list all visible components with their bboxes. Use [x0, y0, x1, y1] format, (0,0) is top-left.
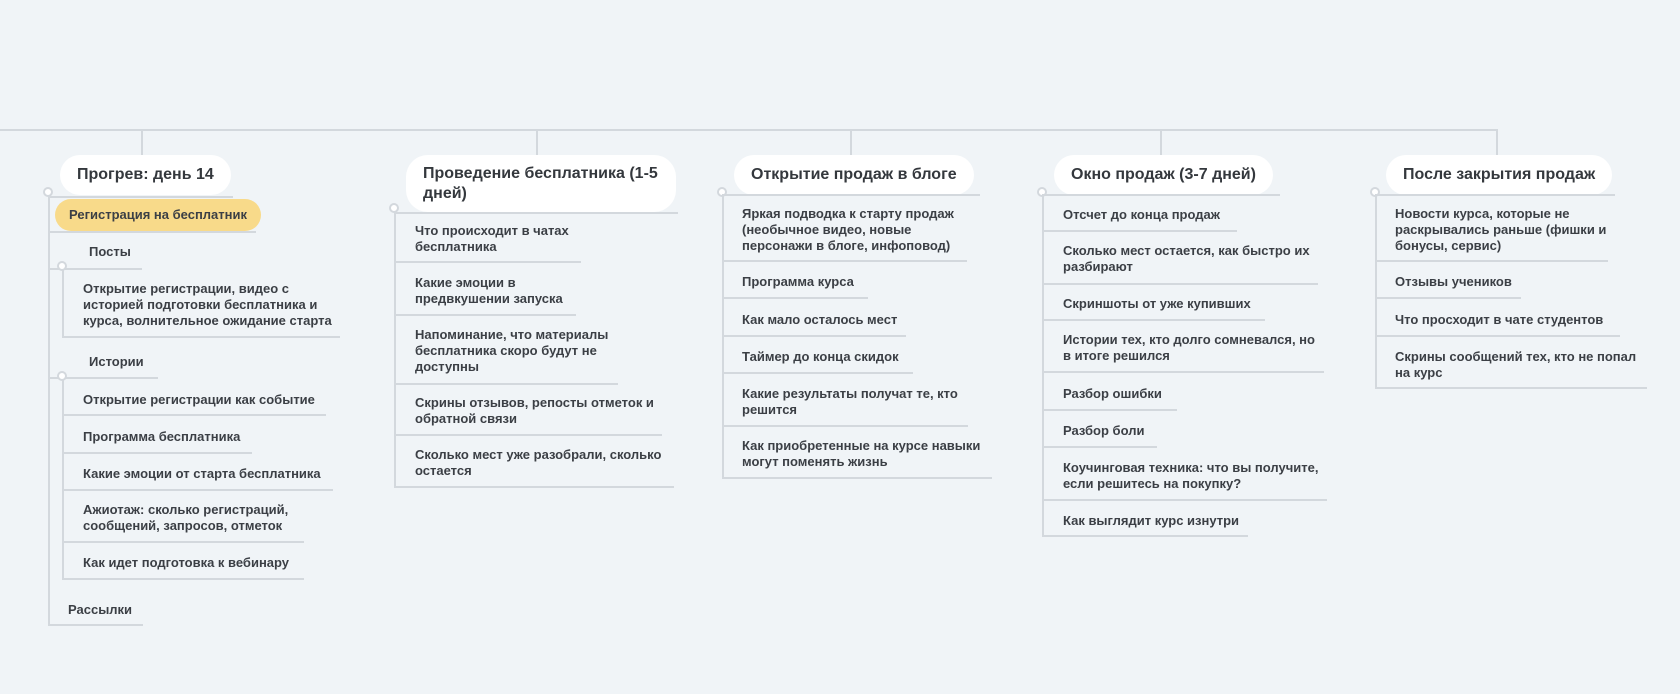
node-underline	[62, 489, 333, 491]
col4-trunk	[1042, 193, 1044, 537]
node-window-inside[interactable]: Как выглядит курс изнутри	[1063, 513, 1240, 528]
col5-trunk	[1375, 193, 1377, 389]
node-sales-program[interactable]: Программа курса	[742, 274, 854, 289]
node-underline	[1042, 499, 1327, 501]
node-underline	[722, 335, 906, 337]
connector-col2	[536, 129, 538, 156]
node-sales-teaser[interactable]: Яркая подводка к старту продаж (необычное видео, новые персонажи в блоге, инфоповод)	[742, 206, 954, 253]
node-underline	[48, 231, 256, 233]
node-underline	[722, 260, 967, 262]
node-underline	[1375, 387, 1647, 389]
node-underline	[1375, 335, 1620, 337]
node-after-reviews[interactable]: Отзывы учеников	[1395, 274, 1512, 289]
node-after-news[interactable]: Новости курса, которые не раскрывались раньше (фишки и бонусы, сервис)	[1395, 206, 1607, 253]
node-underline	[1042, 446, 1157, 448]
node-sales-results[interactable]: Какие результаты получат те, кто решится	[742, 386, 958, 417]
node-window-seats-left[interactable]: Сколько мест остается, как быстро их разбирают	[1063, 243, 1310, 274]
node-stories[interactable]: Истории	[89, 354, 144, 369]
node-underline	[48, 624, 143, 626]
node-window-coaching[interactable]: Коучинговая техника: что вы получите, если решитесь на покупку?	[1063, 460, 1319, 491]
topic-sales-open[interactable]: Открытие продаж в блоге	[734, 155, 974, 195]
topic-after-close[interactable]: После закрытия продаж	[1386, 155, 1612, 195]
connector-col1	[141, 129, 143, 156]
node-after-missed[interactable]: Скрины сообщений тех, кто не попал на курс	[1395, 349, 1637, 380]
col4-title-underline	[1042, 194, 1280, 196]
node-stories-emotions[interactable]: Какие эмоции от старта бесплатника	[83, 466, 321, 481]
col1-title-underline	[48, 196, 233, 198]
col3-title-underline	[722, 194, 980, 196]
node-posts-reg-video[interactable]: Открытие регистрации, видео с историей подготовки бесплатника и курса, волнительное ожидание старта	[83, 281, 332, 328]
node-window-pain[interactable]: Разбор боли	[1063, 423, 1145, 438]
node-underline	[394, 383, 618, 385]
node-mailings[interactable]: Рассылки	[68, 602, 133, 617]
posts-trunk	[62, 268, 64, 338]
node-posts[interactable]: Посты	[89, 244, 131, 259]
node-underline	[722, 297, 868, 299]
node-sales-few-seats[interactable]: Как мало осталось мест	[742, 312, 898, 327]
col5-title-underline	[1375, 194, 1615, 196]
col1-trunk	[48, 192, 50, 625]
stories-collapse-handle[interactable]	[57, 371, 67, 381]
node-window-screenshots[interactable]: Скриншоты от уже купивших	[1063, 296, 1251, 311]
node-sales-skills[interactable]: Как приобретенные на курсе навыки могут поменять жизнь	[742, 438, 981, 469]
node-underline	[1042, 230, 1237, 232]
node-webinar-seats[interactable]: Сколько мест уже разобрали, сколько остается	[415, 447, 662, 478]
node-underline	[62, 541, 304, 543]
node-registration[interactable]: Регистрация на бесплатник	[55, 199, 261, 231]
node-window-mistake[interactable]: Разбор ошибки	[1063, 386, 1162, 401]
node-underline	[62, 414, 326, 416]
node-underline	[394, 486, 674, 488]
node-underline	[394, 261, 581, 263]
node-underline	[394, 314, 576, 316]
node-underline	[62, 336, 340, 338]
node-stories-event[interactable]: Открытие регистрации как событие	[83, 392, 315, 407]
node-underline	[1042, 319, 1265, 321]
node-underline	[62, 452, 252, 454]
node-stories-webinar-prep[interactable]: Как идет подготовка к вебинару	[83, 555, 290, 570]
posts-collapse-handle[interactable]	[57, 261, 67, 271]
node-underline	[722, 372, 913, 374]
node-stories-program[interactable]: Программа бесплатника	[83, 429, 241, 444]
stories-trunk	[62, 377, 64, 580]
node-underline	[1042, 283, 1318, 285]
node-after-student-chat[interactable]: Что просходит в чате студентов	[1395, 312, 1604, 327]
topic-webinar-run[interactable]: Проведение бесплатника (1-5 дней)	[406, 155, 676, 212]
node-webinar-reviews[interactable]: Скрины отзывов, репосты отметок и обратной связи	[415, 395, 654, 426]
node-underline	[62, 578, 304, 580]
topic-progrev[interactable]: Прогрев: день 14	[60, 155, 231, 195]
node-webinar-chats[interactable]: Что происходит в чатах бесплатника	[415, 223, 569, 254]
topic-sales-window[interactable]: Окно продаж (3-7 дней)	[1054, 155, 1273, 195]
connector-col3	[850, 129, 852, 156]
connector-col4	[1160, 129, 1162, 156]
col2-trunk	[394, 212, 396, 487]
node-window-countdown[interactable]: Отсчет до конца продаж	[1063, 207, 1220, 222]
node-underline	[1375, 260, 1608, 262]
node-sales-timer[interactable]: Таймер до конца скидок	[742, 349, 899, 364]
node-webinar-emotions[interactable]: Какие эмоции в предвкушении запуска	[415, 275, 563, 306]
node-underline	[722, 425, 968, 427]
node-underline	[394, 434, 662, 436]
connector-col5	[1496, 129, 1498, 156]
node-underline	[1375, 297, 1521, 299]
node-underline	[1042, 371, 1324, 373]
node-window-doubters[interactable]: Истории тех, кто долго сомневался, но в итоге решился	[1063, 332, 1315, 363]
node-stories-hype[interactable]: Ажиотаж: сколько регистраций, сообщений, запросов, отметок	[83, 502, 289, 533]
root-connector-line	[0, 129, 1498, 131]
node-underline	[1042, 409, 1177, 411]
node-underline	[722, 477, 992, 479]
node-underline	[1042, 535, 1248, 537]
col2-title-underline	[394, 212, 678, 214]
node-webinar-reminder[interactable]: Напоминание, что материалы бесплатника скоро будут не доступны	[415, 327, 609, 374]
